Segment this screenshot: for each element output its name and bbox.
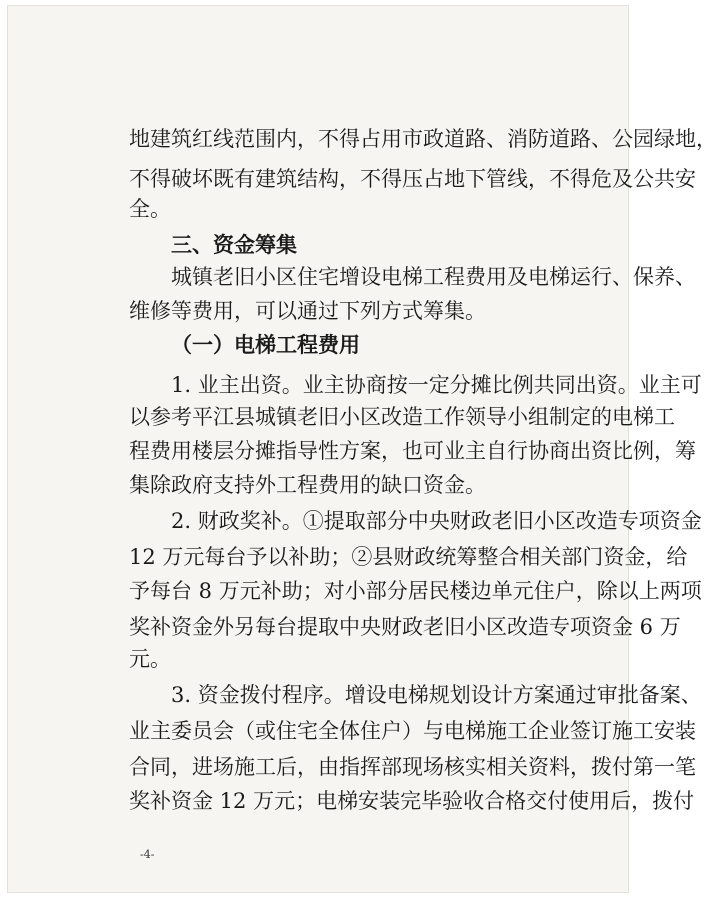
body-line: 予每台 8 万元补助；对小部分居民楼边单元住户，除以上两项	[129, 579, 702, 603]
body-line: 以参考平江县城镇老旧小区改造工作领导小组制定的电梯工	[129, 405, 675, 429]
body-line: 集除政府支持外工程费用的缺口资金。	[129, 473, 486, 497]
body-line: 1. 业主出资。业主协商按一定分摊比例共同出资。业主可	[171, 373, 702, 397]
body-line: 元。	[129, 647, 171, 671]
page-number: -4-	[140, 848, 155, 861]
subsection-heading: （一）电梯工程费用	[171, 332, 360, 357]
body-line: 2. 财政奖补。①提取部分中央财政老旧小区改造专项资金	[171, 509, 702, 533]
body-line: 奖补资金外另每台提取中央财政老旧小区改造专项资金 6 万	[129, 615, 681, 639]
body-line: 合同，进场施工后，由指挥部现场核实相关资料，拨付第一笔	[129, 755, 696, 779]
body-line: 全。	[129, 197, 171, 221]
body-line: 3. 资金拨付程序。增设电梯规划设计方案通过审批备案、	[171, 683, 702, 707]
body-line: 业主委员会（或住宅全体住户）与电梯施工企业签订施工安装	[129, 719, 696, 743]
body-line: 程费用楼层分摊指导性方案，也可业主自行协商出资比例，筹	[129, 439, 696, 463]
body-line: 不得破坏既有建筑结构，不得压占地下管线，不得危及公共安	[129, 167, 696, 191]
body-line: 12 万元每台予以补助；②县财政统筹整合相关部门资金，给	[129, 545, 688, 569]
section-heading: 三、资金筹集	[171, 232, 297, 257]
body-line: 维修等费用，可以通过下列方式筹集。	[129, 299, 486, 323]
body-line: 城镇老旧小区住宅增设电梯工程费用及电梯运行、保养、	[171, 265, 696, 289]
body-line: 奖补资金 12 万元；电梯安装完毕验收合格交付使用后，拨付	[129, 789, 695, 813]
body-line: 地建筑红线范围内，不得占用市政道路、消防道路、公园绿地，	[129, 127, 717, 151]
